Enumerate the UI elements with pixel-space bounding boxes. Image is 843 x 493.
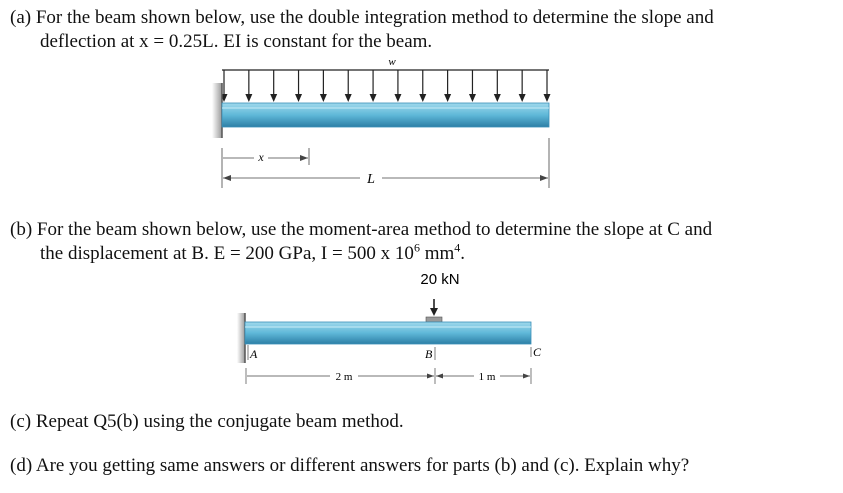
question-b bbox=[10, 218, 830, 266]
beam-a bbox=[222, 103, 549, 127]
load-arrow-head bbox=[494, 94, 501, 102]
beam-b bbox=[245, 322, 531, 344]
question-b-line2: the displacement at B. E = 200 GPa, I = 500 x $10^6$ $mm^4$. bbox=[40, 240, 465, 264]
span-dimension-label: L bbox=[367, 172, 375, 187]
load-arrow-head bbox=[519, 94, 526, 102]
point-load-label: 20 kN bbox=[420, 271, 460, 288]
load-arrow-head bbox=[419, 94, 426, 102]
load-plate bbox=[426, 317, 442, 322]
x-dimension-label: x bbox=[258, 150, 264, 164]
load-arrow-head bbox=[345, 94, 352, 102]
load-arrow-head bbox=[394, 94, 401, 102]
load-arrow-head bbox=[295, 94, 302, 102]
question-a-line1: (a) For the beam shown below, use the double integration method to determine the slope and bbox=[10, 7, 714, 28]
distributed-load-arrows bbox=[221, 70, 551, 102]
load-arrow-head bbox=[370, 94, 377, 102]
fixed-support-wall-a bbox=[212, 83, 222, 138]
load-arrow-head bbox=[270, 94, 277, 102]
load-arrow-head bbox=[444, 94, 451, 102]
distributed-load-label: w bbox=[388, 56, 396, 68]
point-c-label: C bbox=[533, 345, 542, 359]
question-c: (c) Repeat Q5(b) using the conjugate beam method. bbox=[10, 411, 404, 432]
point-a-label: A bbox=[250, 347, 258, 361]
dimension-ab-label: 2 m bbox=[335, 371, 353, 383]
question-a-line2: deflection at x = 0.25L. EI is constant for the beam. bbox=[40, 31, 433, 52]
question-b-line1: (b) For the beam shown below, use the moment-area method to determine the slope at C and bbox=[10, 219, 713, 240]
load-arrow-head bbox=[544, 94, 551, 102]
point-b-label: B bbox=[425, 347, 433, 361]
fixed-support-wall-b bbox=[237, 313, 245, 363]
question-d: (d) Are you getting same answers or different answers for parts (b) and (c). Explain why? bbox=[10, 455, 690, 476]
load-arrow-head bbox=[469, 94, 476, 102]
load-arrow-head bbox=[320, 94, 327, 102]
load-arrow-head bbox=[245, 94, 252, 102]
dimension-bc-label: 1 m bbox=[478, 371, 496, 383]
